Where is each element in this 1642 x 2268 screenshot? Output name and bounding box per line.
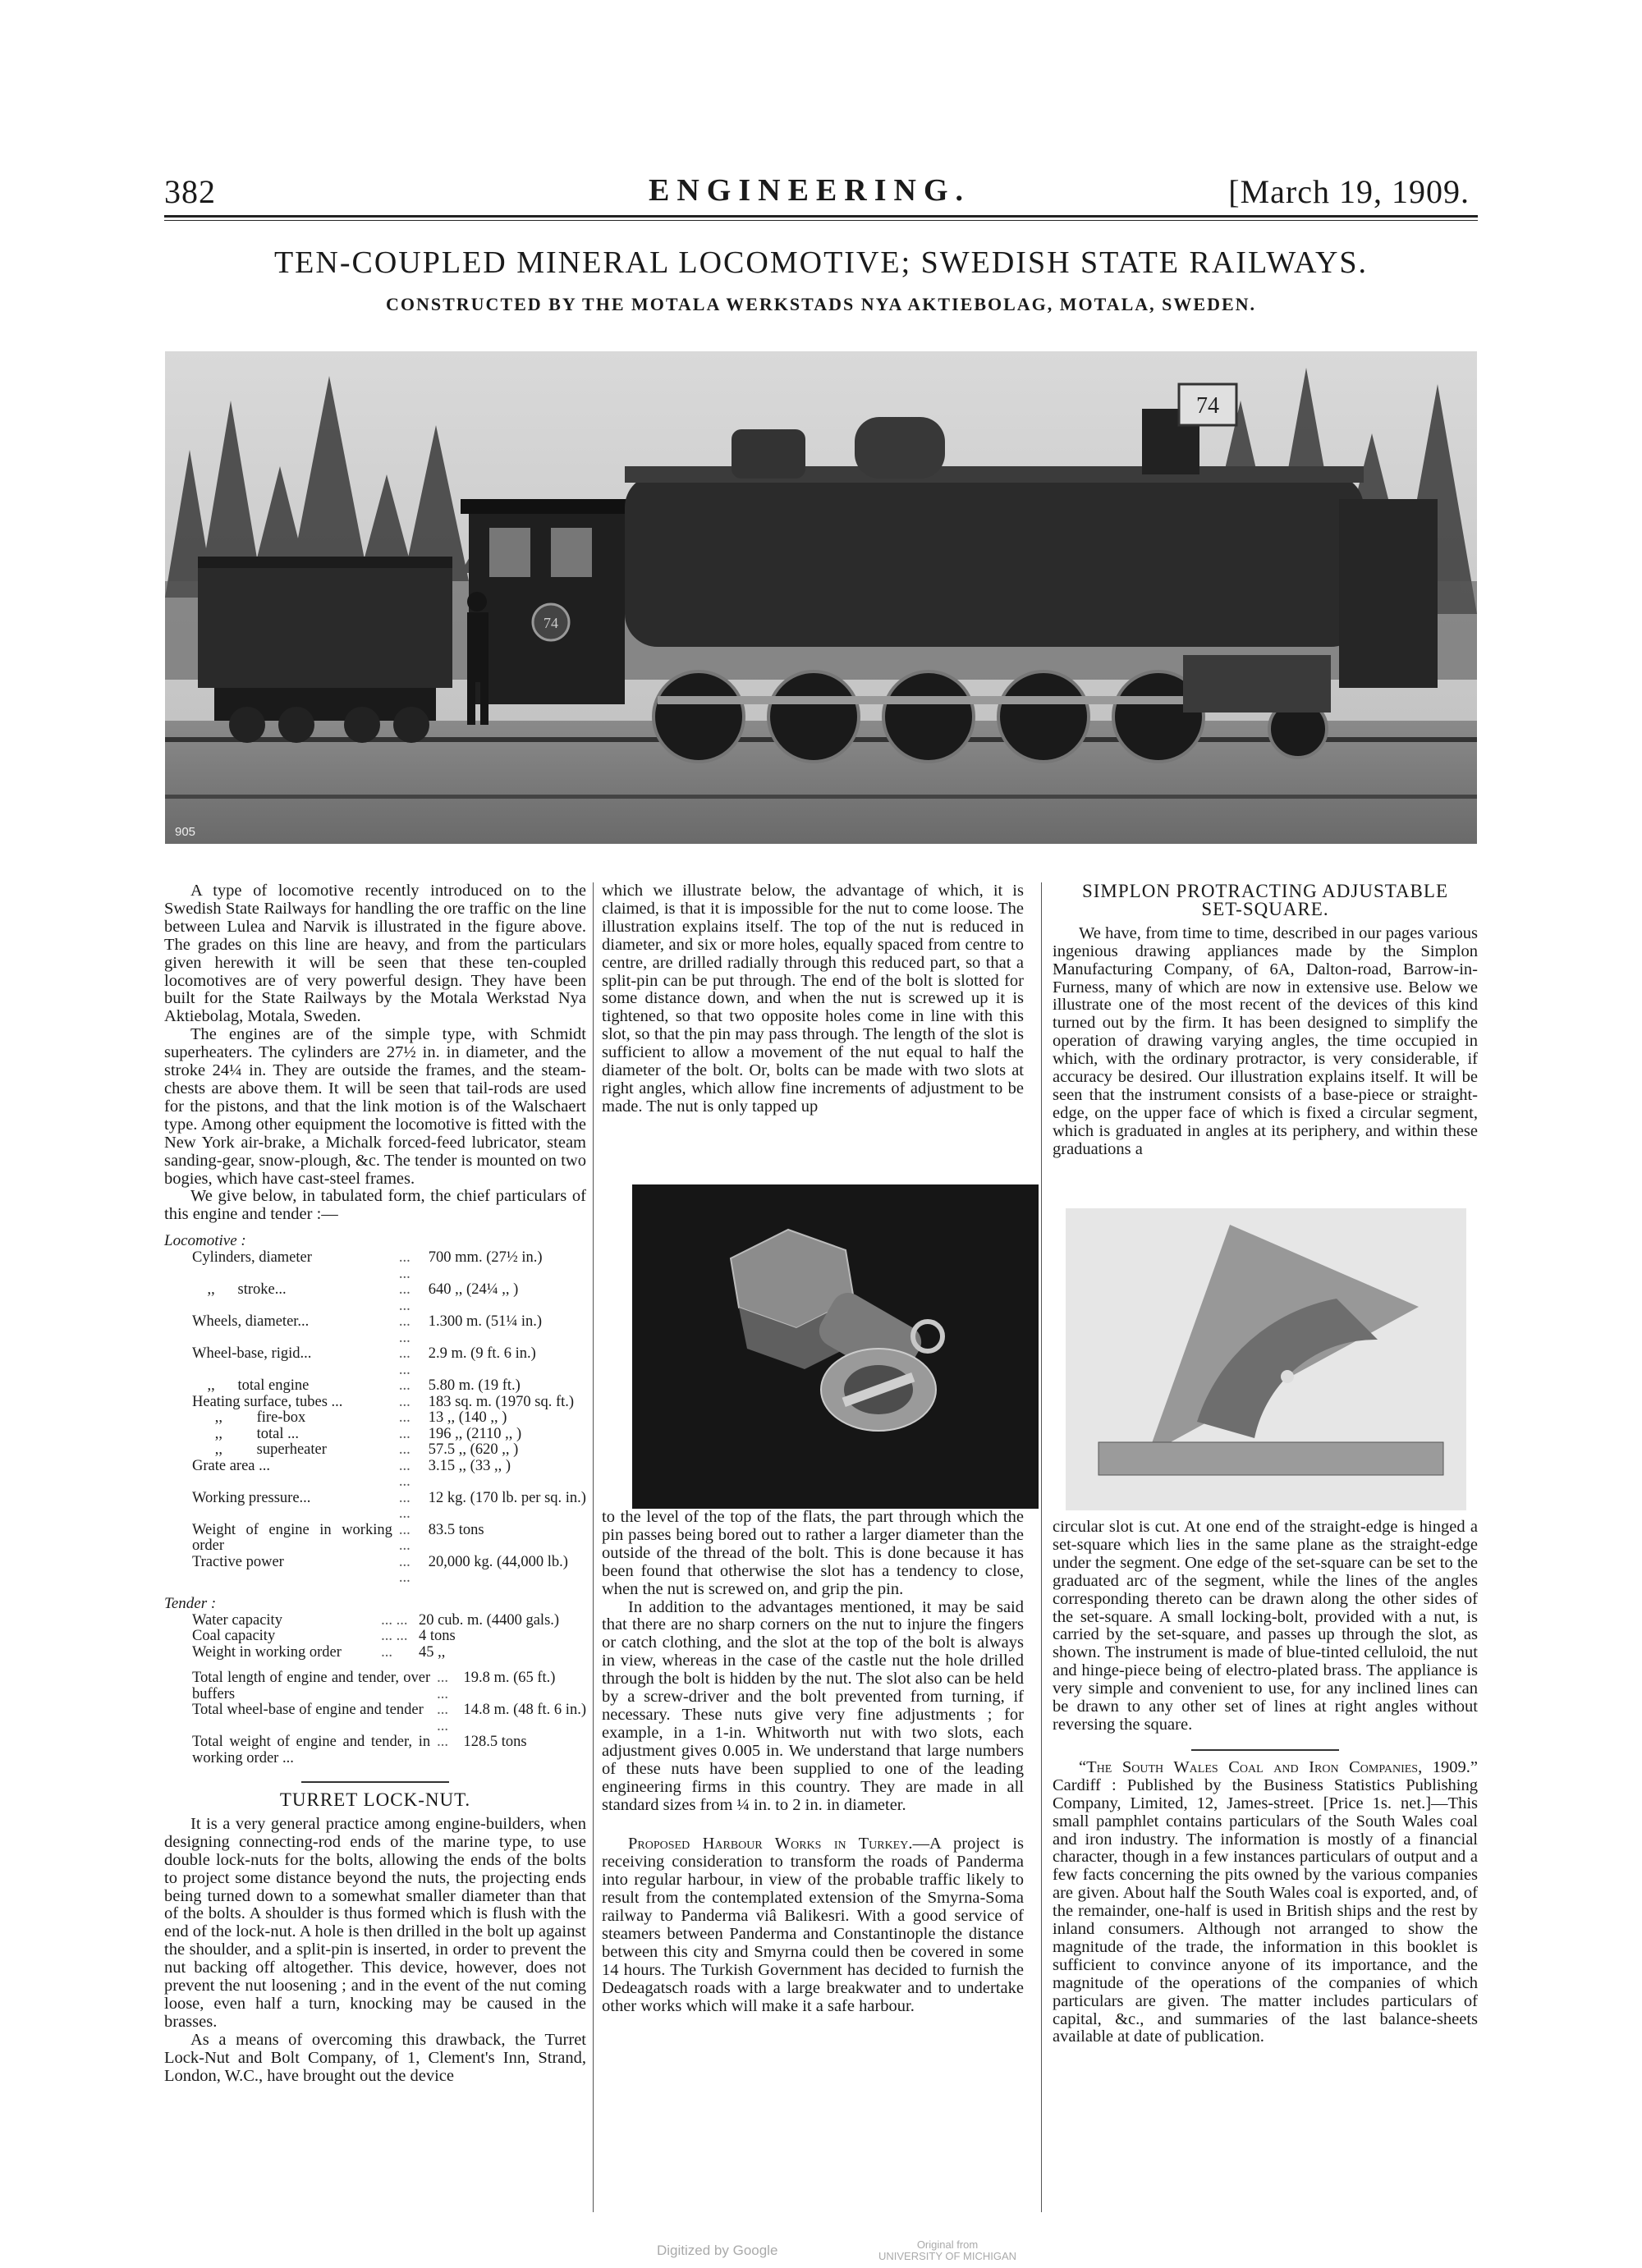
- spec-row: [164, 1282, 586, 1314]
- locomotive-spec-table: [164, 1250, 586, 1587]
- header-rule-thin: [164, 220, 1478, 221]
- spec-dots: ...: [398, 1409, 410, 1427]
- spec-value: 45 ,,: [418, 1643, 446, 1661]
- footer-original-line-1: Original from: [916, 2238, 979, 2251]
- spec-dots: ...: [398, 1377, 410, 1395]
- footer-digitized: Digitized by Google: [657, 2243, 778, 2258]
- spec-value: 4 tons: [418, 1628, 456, 1645]
- spec-dots: ... ...: [381, 1611, 408, 1629]
- particulars-paragraph: We give below, in tabulated form, the chief particulars of this engine and tender :—: [164, 1187, 586, 1224]
- harbour-text: —A project is receiving consideration to transform the roads of Panderma into regular harbour, in view of the probable traffic likely to result from the contemplated extension of the Smyrna-Soma railway to Panderma viâ Balikesri. With a good service of steamers between Panderma and Constantinople the distance between this city and Smyrna could then be covered in some 14 hours. The Turkish Government has decided to furnish the Dedeagatsch roads with a large breakwater and to undertake other works which will make it a safe harbour.: [602, 1835, 1024, 2015]
- spec-value: 183 sq. m. (1970 sq. ft.): [428, 1393, 575, 1410]
- locomotive-photograph: [165, 351, 1477, 844]
- locknut-paragraph-1: It is a very general practice among engine-builders, when designing connecting-rod ends of the marine type, to use double lock-nuts for the bolts, allowing the ends of the bolts to project some distance beyond the nuts, the projecting ends being turned down to a somewhat smaller diameter than that of the bolts. A shoulder is thus formed which is flush with the end of the lock-nut. A hole is then drilled in the bolt up against the shoulder, and a split-pin is inserted, in order to prevent the nut backing off altogether. This device, however, does not prevent the nut loosening ; and in the event of the nut coming loose, even half a turn, knocking may be caused in the brasses.: [164, 1814, 586, 2031]
- spec-row: [164, 1459, 586, 1491]
- locknut-paragraph-2: As a means of overcoming this drawback, the Turret Lock-Nut and Bolt Company, of 1, Clement's Inn, Strand, London, W.C., have brought out the device: [164, 2030, 586, 2085]
- spec-row: [164, 1555, 586, 1587]
- spec-value: 20 cub. m. (4400 gals.): [418, 1611, 560, 1629]
- spec-dots: ... ...: [398, 1489, 410, 1523]
- spec-row: [164, 1670, 586, 1702]
- spec-row: [164, 1314, 586, 1346]
- review-text: Cardiff : Published by the Business Statistics Publishing Company, Limited, 12, James-street. [Price 1s. net.]—This small pamphlet contains particulars of the South Wales coal and iron industry. The information is mostly of a financial character, though in a few instances particulars of output and a few facts concerning the pits owned by the various companies are given. About half the South Wales coal is exported, and, of the remainder, one-half is used in British ships and the rest by inland consumers. Although not arranged to show the magnitude of the trade, the information in this booklet is sufficient to convince anyone of its importance, and the magnitude of the operations of the companies of which particulars are given. The matter includes particulars of capital, &c., and summaries of the last balance-sheets available at date of publication.: [1053, 1775, 1478, 2046]
- setsquare-photograph: [1066, 1208, 1466, 1510]
- header-rule: [164, 215, 1478, 218]
- spec-value: 20,000 kg. (44,000 lb.): [428, 1553, 568, 1570]
- spec-row: [164, 1346, 586, 1378]
- tender: [198, 557, 452, 743]
- spec-label: Tractive power: [192, 1553, 284, 1570]
- spec-dots: ... ...: [398, 1313, 410, 1346]
- locking-nut: [1281, 1370, 1294, 1383]
- column-1: [164, 882, 586, 2086]
- spec-dots: ...: [381, 1643, 392, 1661]
- spec-dots: ... ...: [437, 1702, 448, 1734]
- simplon-paragraph-2: circular slot is cut. At one end of the straight-edge is hinged a set-square which lies in the same plane as the straight-edge under the segment. One edge of the set-square can be set to the graduated arc of the segment, while the lines of the angles corresponding thereto can be drawn along the other sides of the set-square. A small locking-bolt, provided with a nut, is carried by the set-square, and passes up through the slot, as shown. The instrument is made of blue-tinted celluloid, the nut and hinge-piece being of electro-plated brass. The appliance is very simple and convenient to use, for any inclined lines can be drawn to any other set of lines at right angles without reversing the square.: [1053, 1518, 1478, 1734]
- section-divider: [301, 1781, 449, 1783]
- column-divider-1: [593, 882, 594, 2212]
- spec-value: 57.5 ,, (620 ,, ): [428, 1441, 519, 1459]
- spec-dots: ... ...: [398, 1249, 410, 1282]
- section-divider-2: [1191, 1749, 1339, 1751]
- spec-label: ,, fire-box: [192, 1409, 306, 1427]
- engine-paragraph: The engines are of the simple type, with Schmidt superheaters. The cylinders are 27½ in. in diameter, and the stroke 24¼ in. They are outside the frames, and the steam-chests are above them. It will be seen that tail-rods are used for the pistons, and that the link motion is of the Walschaert type. Among other equipment the locomotive is fitted with the New York air-brake, a Michalk forced-feed lubricator, steam sanding-gear, snow-plough, &c. The tender is mounted on two bogies, which have cast-steel frames.: [164, 1025, 586, 1188]
- article-subtitle: CONSTRUCTED BY THE MOTALA WERKSTADS NYA AKTIEBOLAG, MOTALA, SWEDEN.: [385, 294, 1257, 314]
- spec-label: ,, total ...: [192, 1425, 300, 1442]
- spec-value: 128.5 tons: [463, 1734, 527, 1751]
- page-number: 382: [164, 173, 216, 210]
- spec-dots: ... ...: [398, 1345, 410, 1378]
- issue-date: [March 19, 1909.: [1228, 173, 1470, 210]
- intro-paragraph: A type of locomotive recently introduced on to the Swedish State Railways for handling the ore traffic on the line between Lulea and Narvik is illustrated in the figure above. The grades on this line are heavy, and from the particulars given herewith it will be seen that these ten-coupled locomotives are of very powerful design. They have been built for the State Railways by the Motala Werkstad Nya Aktiebolag, Motala, Sweden.: [164, 882, 586, 1026]
- spec-label: Weight of engine in working order: [192, 1521, 392, 1555]
- spec-label: Wheels, diameter...: [192, 1313, 310, 1331]
- spec-dots: ... ...: [381, 1628, 408, 1645]
- locomotive-heading: Locomotive :: [164, 1232, 246, 1250]
- spec-value: 700 mm. (27½ in.): [428, 1249, 543, 1267]
- locknut-paragraph-5: In addition to the advantages mentioned, it may be said that there are no sharp corners on the nut to injure the fingers or catch clothing, and the slot at the top of the bolt is always in view, whereas in the case of the castle nut the hole drilled through the bolt is hidden by the nut. The slot also can be held by a screw-driver and the bolt prevented from turning, if necessary. These nuts give very fine adjustments ; for example, in a 1-in. Whitworth nut with two slots, each adjustment gives 0.005 in. We understand that large numbers of these nuts have been supplied to one of the leading engineering firms in this country. They are made in all standard sizes from ¼ in. to 2 in. in diameter.: [602, 1597, 1024, 1814]
- spec-label: Wheel-base, rigid...: [192, 1345, 312, 1363]
- spec-value: 13 ,, (140 ,, ): [428, 1409, 507, 1427]
- spec-dots: ...: [437, 1734, 448, 1751]
- spec-label: Total wheel-base of engine and tender: [192, 1702, 424, 1719]
- spec-row: [164, 1442, 586, 1459]
- spec-row: [164, 1629, 586, 1645]
- spec-value: 640 ,, (24¼ ,, ): [428, 1281, 519, 1299]
- column-2-lower: [602, 1509, 1024, 2015]
- smokebox-number: 74: [1196, 393, 1219, 419]
- spec-dots: ... ...: [398, 1521, 410, 1555]
- spec-dots: ... ...: [437, 1670, 448, 1702]
- spec-label: ,, total engine: [192, 1377, 310, 1395]
- article-title: TEN-COUPLED MINERAL LOCOMOTIVE; SWEDISH STATE RAILWAYS.: [273, 245, 1369, 280]
- spec-label: Working pressure...: [192, 1489, 311, 1506]
- harbour-paragraph: [602, 1835, 1024, 2015]
- spec-row: [164, 1410, 586, 1427]
- spec-label: Cylinders, diameter: [192, 1249, 312, 1267]
- spec-row: [164, 1734, 586, 1766]
- column-3-lower: [1053, 1519, 1478, 2046]
- footer-original-line-2: UNIVERSITY OF MICHIGAN: [878, 2250, 1017, 2262]
- cylinder: [1183, 655, 1331, 712]
- turret-locknut-photograph: [632, 1184, 1039, 1509]
- spec-label: Total weight of engine and tender, in working order ...: [192, 1734, 431, 1766]
- spec-label: Water capacity: [192, 1611, 282, 1629]
- spec-label: Coal capacity: [192, 1628, 276, 1645]
- spec-label: Grate area ...: [192, 1457, 271, 1474]
- spec-row: [164, 1613, 586, 1629]
- spec-dots: ...: [398, 1393, 410, 1410]
- spec-row: [164, 1378, 586, 1395]
- journal-title: ENGINEERING.: [649, 173, 970, 208]
- simplon-title-line-1: SIMPLON PROTRACTING ADJUSTABLE: [1081, 881, 1449, 901]
- simplon-paragraph-1: We have, from time to time, described in our pages various ingenious drawing appliances made by the Simplon Manufacturing Company, of 6A, Dalton-road, Barrow-in-Furness, many of which are now in extensive use. Below we illustrate one of the most recent of the devices of this kind turned out by the firm. It has been designed to simplify the operation of drawing varying angles, the time occupied in which, with the ordinary protractor, is very considerable, if accuracy be desired. Our illustration explains itself. It will be seen that the instrument consists of a base-piece or straight-edge, on the upper face of which is fixed a circular segment, which is graduated in angles at its periphery, and within these graduations a: [1053, 923, 1478, 1158]
- spec-row: [164, 1395, 586, 1411]
- spec-label: Heating surface, tubes ...: [192, 1393, 343, 1410]
- spec-row: [164, 1645, 586, 1661]
- cab-number-plate: 74: [544, 615, 558, 631]
- spec-value: 83.5 tons: [428, 1521, 484, 1538]
- spec-dots: ... ...: [398, 1281, 410, 1314]
- locknut-title: TURRET LOCK-NUT.: [279, 1789, 471, 1811]
- spec-label: ,, superheater: [192, 1441, 327, 1459]
- tender-heading: Tender :: [164, 1594, 217, 1612]
- review-paragraph: [1053, 1759, 1478, 2047]
- straight-edge: [1098, 1442, 1443, 1475]
- totals-spec-table: [164, 1670, 586, 1766]
- column-3: [1053, 882, 1478, 1159]
- column-divider-2: [1041, 882, 1042, 2212]
- spec-value: 1.300 m. (51¼ in.): [428, 1313, 543, 1331]
- spec-dots: ...: [398, 1425, 410, 1442]
- spec-dots: ... ...: [398, 1457, 410, 1491]
- locknut-paragraph-3: which we illustrate below, the advantage of which, it is claimed, is that it is impossible for the nut to come loose. The illustration explains itself. The top of the nut is reduced in diameter, and six or more holes, equally spaced from centre to centre, are drilled radially through this reduced part, so that a split-pin can be put through. The end of the bolt is slotted for some distance down, and when the nut is screwed up it is tightened, so that two opposite holes come in line with this slot, so that the pin may pass through. The length of the slot is sufficient to allow a movement of the nut equal to half the diameter of the bolt. Or, bolts can be made with two slots at right angles, which allow fine increments of adjustment to be made. The nut is only tapped up: [602, 882, 1024, 1116]
- spec-dots: ...: [398, 1441, 410, 1459]
- simplon-title-line-2: SET-SQUARE.: [1201, 898, 1329, 919]
- spec-row: [164, 1250, 586, 1282]
- harbour-lead: Proposed Harbour Works in Turkey.: [628, 1835, 913, 1853]
- review-lead: “The South Wales Coal and Iron Companies, 1909.”: [1079, 1757, 1478, 1776]
- figure-number: 905: [175, 825, 196, 839]
- spec-dots: ... ...: [398, 1553, 410, 1587]
- spec-label: ,, stroke...: [192, 1281, 287, 1299]
- spec-label: Weight in working order: [192, 1643, 342, 1661]
- spec-value: 5.80 m. (19 ft.): [428, 1377, 521, 1395]
- tender-spec-table: [164, 1613, 586, 1661]
- footer-original: [878, 2239, 1016, 2262]
- spec-value: 14.8 m. (48 ft. 6 in.): [463, 1702, 586, 1719]
- spec-value: 19.8 m. (65 ft.): [463, 1670, 556, 1687]
- coupling-rod: [658, 696, 1191, 704]
- spec-value: 2.9 m. (9 ft. 6 in.): [428, 1345, 536, 1363]
- spec-row: [164, 1427, 586, 1443]
- spec-row: [164, 1491, 586, 1523]
- spec-row: [164, 1523, 586, 1555]
- column-2: [602, 882, 1024, 1116]
- spec-label: Total length of engine and tender, over buffers: [192, 1670, 431, 1702]
- spec-value: 196 ,, (2110 ,, ): [428, 1425, 522, 1442]
- spec-value: 3.15 ,, (33 ,, ): [428, 1457, 511, 1474]
- locknut-paragraph-4: to the level of the top of the flats, the part through which the pin passes being bored out to rather a larger diameter than the outside of the thread of the bolt. This is done because it has been found that otherwise the slot has a tendency to close, when the nut is screwed on, and grip the pin.: [602, 1508, 1024, 1598]
- spec-row: [164, 1702, 586, 1734]
- spec-value: 12 kg. (170 lb. per sq. in.): [428, 1489, 586, 1506]
